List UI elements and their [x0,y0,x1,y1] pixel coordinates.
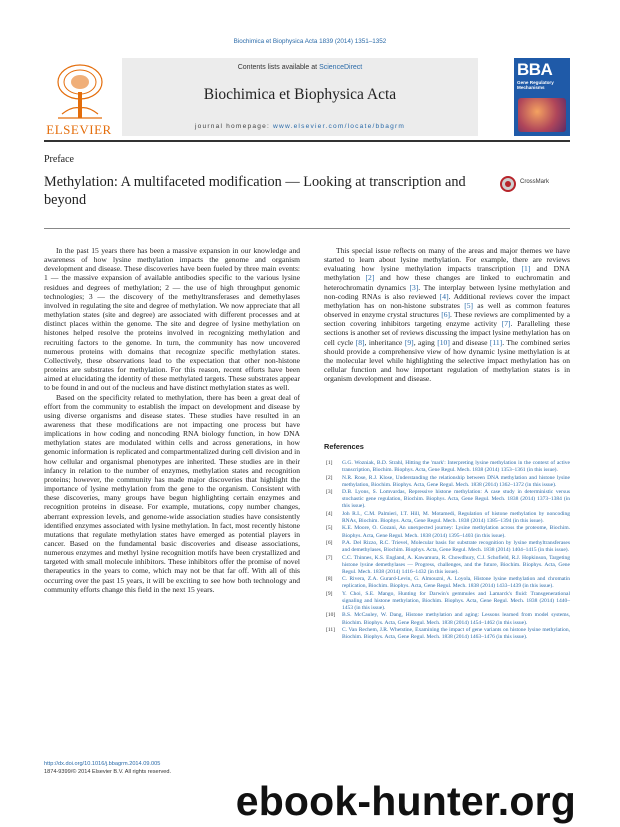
citation-link[interactable]: [7] [501,319,511,329]
reference-number: [5] [326,525,333,532]
references-heading: References [324,442,364,451]
reference-item [324,511,570,525]
body-text: This special issue reflects on many of the areas and major themes we have started to learn about lysine methylation. For example, there are reviews evaluating how lysine methylation impacts transcription [324,246,570,274]
journal-title: Biochimica et Biophysica Acta [203,86,397,103]
citation-link[interactable]: [4] [439,291,449,301]
body-text: , inheritance [364,337,405,347]
reference-text[interactable]: C.C. Thinnes, K.S. England, A. Kawamura, R. Chowdhury, C.J. Schofield, R.J. Hopkinson, Targeting histone lysine demethylases — Progress, challenges, and the future, Biochim. Biophys. Acta, Gene Regul. Mech. 1838 (2014) 1416–1432 (in this issue). [342,554,570,575]
sciencedirect-link[interactable]: ScienceDirect [319,64,363,71]
body-right-column [324,246,570,383]
body-text: . Paralleling these sections is another set of reviews discussing the impact lysine methylation has on cell cycle [324,319,570,347]
homepage-prefix: journal homepage: [194,123,274,130]
reference-number: [3] [326,489,333,496]
body-paragraph: In the past 15 years there has been a massive expansion in our knowledge and awareness of how lysine methylation impacts the genome and organism development and disease. These discoveries have been fueled by three main events: 1 — the massive expansion of available antibodies specific to the various lysine residues and degrees of methylation; 2 — the use of high throughput genomic technologies; 3 — the discovery of the methyltransferases and demethylases involved in regulating the site and degree of methylation. We now appreciate that all methylation states (site and degree) are associated with different processes and at distinct places within the genome. The site and degree of lysine methylation on histones helped resolve the proteins involved in recognizing methylation and recruiting factors to the genome. In turn, the community has now uncovered numerous proteins with domains that recognize specific methylation states. Collectively, these observations lead to the expectation that other non-histone proteins are substrates for methylation. For this reason, recent efforts have been aimed at elucidating the identity of these methylated targets. These substrates appear to be found in and out of the nucleus and have distinct methylation states as well. [44,246,300,393]
copyright-line: 1874-9399/© 2014 Elsevier B.V. All rights reserved. [44,769,172,775]
header-divider [44,140,570,142]
doi-link[interactable]: http://dx.doi.org/10.1016/j.bbagrm.2014.09.005 [44,761,161,767]
citation-link[interactable]: [8] [355,337,365,347]
body-text: and DNA methylation [324,264,570,283]
reference-text[interactable]: Y. Choi, S.E. Mango, Hunting for Darwin's gemmules and Lamarck's fluid: Transgenerational signaling and histone methylation, Biochim. Biophys. Acta, Gene Regul. Mech. 1838 (2014) 1440–1453 (in this issue). [342,590,570,611]
body-text: . The interplay between lysine methylation and non-coding RNAs is also reviewed [324,282,571,301]
watermark: ebook-hunter.org [235,778,576,824]
reference-number: [4] [326,510,333,517]
citation-link[interactable]: [3] [409,282,419,292]
reference-item [324,460,570,474]
reference-number: [1] [326,460,333,466]
body-paragraph [324,246,570,383]
reference-text[interactable]: B.S. McCauley, W. Dang, Histone methylation and aging: Lessons learned from model systems, Biochim. Biophys. Acta, Gene Regul. Mech. 1838 (2014) 1454–1462 (in this issue). [342,612,570,626]
article-title: Methylation: A multifaceted modification — Looking at transcription and beyond [44,174,466,208]
body-text: and how these changes are linked to euchromatin and heterochromatin dynamics [324,273,571,292]
reference-number: [11] [326,627,335,634]
cover-subtitle: Gene Regulatory Mechanisms [517,80,554,91]
reference-number: [7] [326,554,333,561]
references-list [324,460,570,642]
journal-masthead [122,58,478,136]
crossmark-icon [500,176,516,192]
reference-number: [6] [326,539,333,546]
reference-text[interactable]: K.E. Moore, O. Gozani, An unexpected journey: Lysine methylation across the proteome, Biochim. Biophys. Acta, Gene Regul. Mech. 1838 (2014) 1395–1403 (in this issue). [342,525,570,539]
body-left-column [44,246,300,594]
citation-link[interactable]: [9] [404,337,414,347]
elsevier-wordmark: ELSEVIER [46,122,112,137]
body-text: . Additional reviews cover the impact methylation has on non-histone substrates [324,291,571,310]
reference-text[interactable]: Joh R.I., C.M. Palmieri, I.T. Hill, M. Motamedi, Regulation of histone methylation by noncoding RNAs, Biochim. Biophys. Acta, Gene Regul. Mech. 1838 (2014) 1385–1394 (in this issue). [342,510,570,524]
reference-text[interactable]: C. Van Rechem, J.R. Whetstine, Examining the impact of gene variants on histone lysine methylation, Biochim. Biophys. Acta, Gene Regul. Mech. 1838 (2014) 1463–1476 (in this issue). [342,627,570,641]
footer [44,760,171,776]
reference-item [324,612,570,626]
citation-link[interactable]: [11] [489,337,503,347]
reference-item [324,489,570,510]
elsevier-tree-icon [54,62,106,120]
body-paragraph: Based on the specificity related to methylation, there has been a great deal of effort from the community to establish the impact on development and disease by using diverse organisms and disease states. These studies have resulted in an awareness that these modifications are not impacting one process but have implications in how coding and noncoding RNA biology function, in how DNA methylation states are modulated within cells and across generations, in how genomic information is replicated and compartmentalized during cell division and in how cellular and organismal phenotypes are inherited. These studies are in their infancy in relation to the number of enzymes, methylation states and recognition proteins; however, the community has made major discoveries that highlight the importance of lysine methylation from the gene to the organism. Consistent with these discoveries, many groups have begun highlighting certain enzymes and recognition proteins in disease. For example, mutations, copy number changes, aberrant expression levels, and genome-wide association studies have consistently identified enzymes associated with lysine methylation. In fact, most recently histone mutations that regulate methylation states have emerged as potential players in cancer. Based on the fundamental basic discoveries and disease associations, numerous enzymes and methyl lysine recognition motifs have been crystallized and targeted with small molecule inhibitors. These inhibitors offer the promise of novel therapeutics in the years to come, which may not be that far off. With all of this occurring over the past 15 years, it will be exciting to see how both technology and community efforts change this field in the next 15 years. [44,392,300,594]
body-text: . These reviews are complimented by a section covering inhibitors targeting enzyme activity [324,310,570,329]
reference-text[interactable]: N.R. Rose, R.J. Klose, Understanding the relationship between DNA methylation and histone lysine methylation, Biochim. Biophys. Acta, Gene Regul. Mech. 1838 (2014) 1362–1372 (in this issue). [342,474,570,488]
citation-link[interactable]: [6] [441,310,451,320]
reference-text[interactable]: G.G. Wozniak, B.D. Strahl, Hitting the 'mark': Interpreting lysine methylation in the context of active transcription, Biochim. Biophys. Acta, Gene Regul. Mech. 1838 (2014) 1353–1361 (in this issue). [342,460,570,474]
reference-number: [10] [326,612,336,619]
reference-item [324,576,570,590]
reference-text[interactable]: D.B. Lyons, S. Lomvardas, Repressive histone methylation: A case study in deterministic versus stochastic gene regulation, Biochim. Biophys. Acta, Gene Regul. Mech. 1838 (2014) 1373–1384 (in this issue). [342,489,570,510]
citation-link[interactable]: [1] [521,264,531,274]
reference-item [324,627,570,641]
reference-text[interactable]: C. Rivera, Z.A. Gurard-Levin, G. Almouzni, A. Loyola, Histone lysine methylation and chromatin replication, Biochim. Biophys. Acta, Gene Regul. Mech. 1838 (2014) 1433–1439 (in this issue). [342,576,570,590]
homepage-line [122,123,478,130]
reference-item [324,525,570,539]
body-text: and disease [449,337,490,347]
cover-art-image [518,98,566,132]
contents-prefix: Contents lists available at [237,64,320,71]
reference-number: [2] [326,474,333,481]
elsevier-logo[interactable] [44,60,114,136]
reference-text[interactable]: P.A. Del Rizzo, R.C. Trievel, Molecular basis for substrate recognition by lysine methyltransferases and demethylases, Biochim. Biophys. Acta, Gene Regul. Mech. 1838 (2014) 1404–1415 (in this issue). [342,539,570,554]
homepage-link[interactable]: www.elsevier.com/locate/bbagrm [273,123,406,130]
title-divider [44,228,570,229]
reference-item [324,591,570,612]
body-text: , aging [413,337,438,347]
reference-number: [8] [326,576,333,583]
citation-link[interactable]: [2] [365,273,375,283]
body-text: . The combined series should provide a comprehensive view of how dynamic lysine methylation is at the molecular level while highlighting the selective impact methylation has on cellular function and how important regulation of methylation states is in organism development and disease. [324,337,570,384]
reference-number: [9] [326,590,333,597]
reference-item [324,555,570,576]
reference-item [324,475,570,489]
journal-header [44,58,570,138]
crossmark-label: CrossMark [520,179,550,185]
section-label: Preface [44,154,74,165]
journal-citation: Biochimica et Biophysica Acta 1839 (2014) 1351–1352 [233,38,387,45]
journal-cover-image[interactable] [514,58,570,136]
citation-link[interactable]: [5] [464,300,473,310]
cover-title: BBA [517,60,553,79]
reference-item [324,540,570,554]
citation-link[interactable]: [10] [437,337,450,347]
body-text: as well as common features observed in enzyme crystal structures [324,300,570,320]
crossmark-badge[interactable] [500,176,570,192]
contents-line [122,64,478,71]
